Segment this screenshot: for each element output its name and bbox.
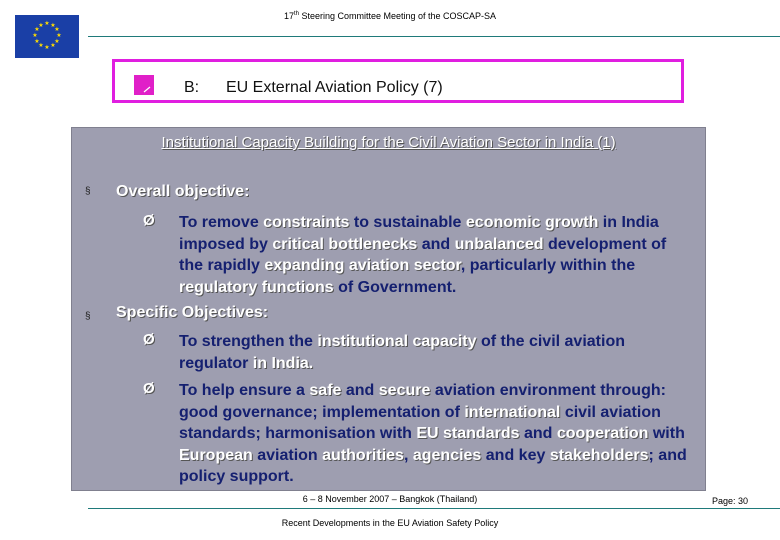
page-number: Page: 30 [712, 496, 749, 506]
specific-objective-item: To strengthen the institutional capacity of the civil aviation regulator in India. [179, 333, 625, 372]
arrow-bullet-icon: Ø [143, 212, 155, 229]
svg-text:★: ★ [50, 22, 56, 29]
bullet-icon: § [85, 311, 91, 322]
svg-text:★: ★ [54, 26, 60, 33]
bullet-icon: § [85, 186, 91, 197]
svg-text:★: ★ [54, 38, 60, 45]
svg-text:★: ★ [38, 22, 44, 29]
section-letter: B: [184, 79, 200, 96]
overall-objective-label: Overall objective: [116, 183, 250, 200]
arrow-bullet-icon: Ø [143, 331, 155, 348]
svg-text:★: ★ [34, 26, 40, 33]
footer-date-place: 6 – 8 November 2007 – Bangkok (Thailand) [302, 494, 478, 504]
eu-flag-logo [15, 15, 79, 58]
panel-heading: Institutional Capacity Building for the Civil Aviation Sector in India (1) [161, 134, 616, 151]
header-divider [88, 36, 780, 37]
svg-text:★: ★ [34, 38, 40, 45]
arrow-bullet-icon: Ø [143, 380, 155, 397]
specific-objective-item: To help ensure a safe and secure aviation environment through: good governance; implementation of international civil aviation standards; harmonisation with EU standards and cooperation with European aviation authorities, agencies and key stakeholders; and policy support. [179, 382, 687, 485]
meeting-title: 17th Steering Committee Meeting of the COSCAP-SA [283, 11, 497, 21]
overall-objective-text: To remove constraints to sustainable economic growth in India imposed by critical bottlenecks and unbalanced development of the rapidly expanding aviation sector, particularly within the regulatory functions of Government. [179, 214, 667, 296]
footer-divider [88, 508, 780, 509]
footer-policy-title: Recent Developments in the EU Aviation Safety Policy [281, 518, 499, 528]
specific-objectives-label: Specific Objectives: [116, 304, 269, 321]
svg-text:★: ★ [44, 44, 50, 51]
svg-text:★: ★ [38, 42, 44, 49]
svg-text:★: ★ [32, 32, 38, 39]
svg-text:★: ★ [56, 32, 62, 39]
svg-text:★: ★ [50, 42, 56, 49]
section-marker-icon [134, 75, 154, 95]
svg-text:★: ★ [44, 20, 50, 27]
section-title: EU External Aviation Policy (7) [226, 79, 443, 96]
